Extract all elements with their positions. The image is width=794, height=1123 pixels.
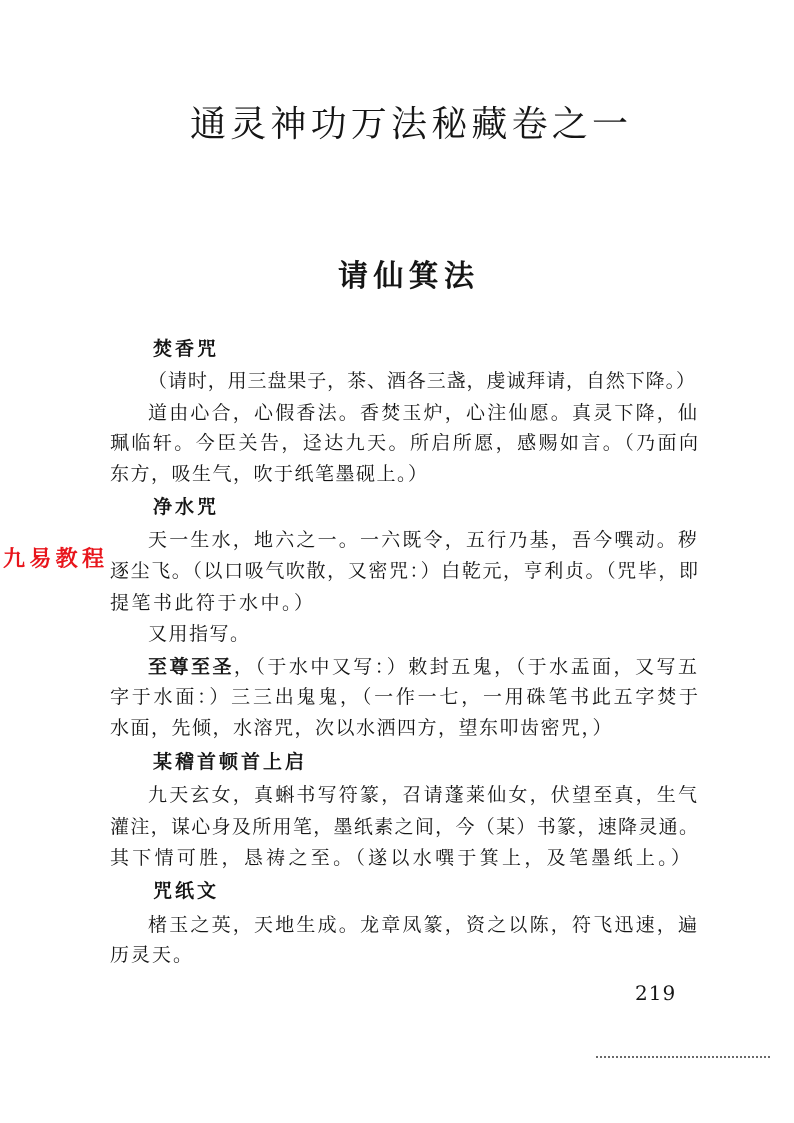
page-number: 219 xyxy=(635,981,677,1005)
section-heading-water-incantation: 净水咒 xyxy=(153,496,220,518)
text-line: 字于水面：）三三出鬼鬼，（一作一七，一用硃笔书此五字焚于 xyxy=(110,686,698,708)
text-line: 又用指写。 xyxy=(148,623,251,645)
section-heading-invocation: 某稽首顿首上启 xyxy=(153,751,308,773)
text-line: 天一生水，地六之一。一六既令，五行乃基，吾今噀动。秽 xyxy=(148,529,697,551)
text-line: 其下情可胜，恳祷之至。（遂以水噀于箕上，及笔墨纸上。） xyxy=(110,847,690,869)
text-line: （请时，用三盘果子，茶、酒各三盏，虔诚拜请，自然下降。） xyxy=(148,370,695,392)
text-line: 楮玉之英，天地生成。龙章凤篆，资之以陈，符飞迅速，遍 xyxy=(148,914,697,936)
inline-heading-zhizun-zhisheng: 至尊至圣 xyxy=(148,656,234,678)
text-line: 历灵天。 xyxy=(110,944,195,966)
text-line: 珮临轩。今臣关告，迳达九天。所启所愿，感赐如言。（乃面向 xyxy=(110,432,698,454)
text-line: 道由心合，心假香法。香焚玉炉，心注仙愿。真灵下降，仙 xyxy=(148,402,697,424)
book-title: 通灵神功万法秘藏卷之一 xyxy=(190,104,628,145)
text-line: 九天玄女，真蝌书写符篆，召请蓬莱仙女，伏望至真，生气 xyxy=(148,784,697,806)
section-heading-paper-incantation: 咒纸文 xyxy=(153,880,220,902)
text-line: 提笔书此符于水中。） xyxy=(110,592,316,614)
text-line: 东方，吸生气，吹于纸笔墨砚上。） xyxy=(110,463,429,485)
text-line: 灌注，谋心身及所用笔，墨纸素之间，今（某）书篆，速降灵通。 xyxy=(110,816,698,838)
watermark-label: 九易教程 xyxy=(3,547,104,572)
chapter-title: 请仙箕法 xyxy=(338,259,474,294)
text-line-with-bold-lead xyxy=(148,655,697,679)
text-line: 逐尘飞。（以口吸气吹散，又密咒：）白乾元，亨利贞。（咒毕，即 xyxy=(110,560,698,582)
scan-noise-mark xyxy=(596,1056,770,1058)
section-heading-incense-incantation: 焚香咒 xyxy=(153,338,220,360)
text-line: 水面，先倾，水溶咒，次以水洒四方，望东叩齿密咒，） xyxy=(110,717,614,739)
inline-text: ，（于水中又写：）敕封五鬼，（于水盂面，又写五 xyxy=(233,656,697,678)
